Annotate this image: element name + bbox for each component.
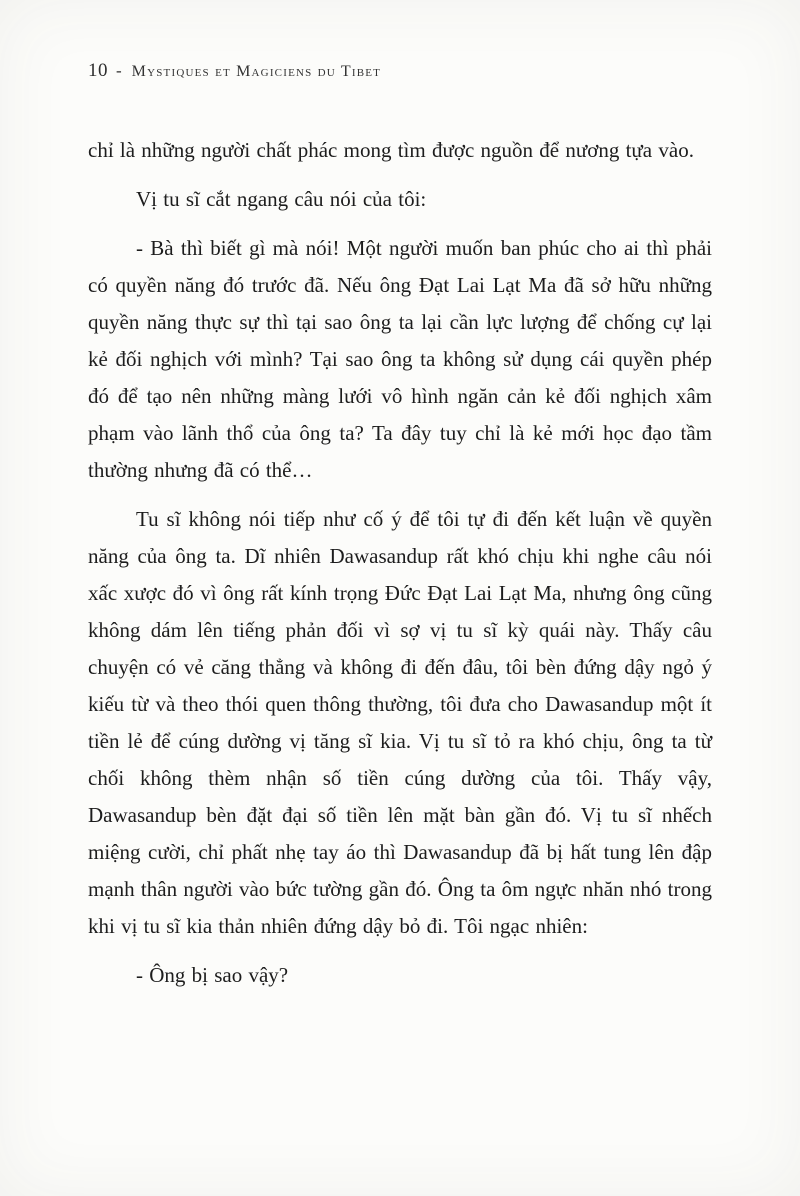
paragraph-dialogue: - Bà thì biết gì mà nói! Một người muốn ban phúc cho ai thì phải có quyền năng đó trước đã. Nếu ông Đạt Lai Lạt Ma đã sở hữu những quyền năng thực sự thì tại sao ông ta lại cần lực lượng để chống cự lại kẻ đối nghịch với mình? Tại sao ông ta không sử dụng cái quyền phép đó để tạo nên những màng lưới vô hình ngăn cản kẻ đối nghịch xâm phạm vào lãnh thổ của ông ta? Ta đây tuy chỉ là kẻ mới học đạo tầm thường nhưng đã có thể… (88, 236, 712, 482)
paragraph: Vị tu sĩ cắt ngang câu nói của tôi: (136, 187, 427, 211)
paragraph-dialogue: - Ông bị sao vậy? (136, 963, 289, 987)
book-title: Mystiques et Magiciens du Tibet (131, 63, 382, 80)
page-number: 10 (88, 60, 108, 81)
paragraph-continuation: chỉ là những người chất phác mong tìm được nguồn để nương tựa vào. (88, 138, 694, 162)
page-header (88, 60, 712, 82)
page-body (88, 132, 712, 994)
paragraph: Tu sĩ không nói tiếp như cố ý để tôi tự đi đến kết luận về quyền năng của ông ta. Dĩ nhiên Dawasandup rất khó chịu khi nghe câu nói xấc xược đó vì ông rất kính trọng Đức Đạt Lai Lạt Ma, nhưng ông cũng không dám lên tiếng phản đối vì sợ vị tu sĩ kỳ quái này. Thấy câu chuyện có vẻ căng thẳng và không đi đến đâu, tôi bèn đứng dậy ngỏ ý kiếu từ và theo thói quen thông thường, tôi đưa cho Dawasandup một ít tiền lẻ để cúng dường vị tăng sĩ kia. Vị tu sĩ tỏ ra khó chịu, ông ta từ chối không thèm nhận số tiền cúng dường của tôi. Thấy vậy, Dawasandup bèn đặt đại số tiền lên mặt bàn gần đó. Vị tu sĩ nhếch miệng cười, chỉ phất nhẹ tay áo thì Dawasandup đã bị hất tung lên đập mạnh thân người vào bức tường gần đó. Ông ta ôm ngực nhăn nhó trong khi vị tu sĩ kia thản nhiên đứng dậy bỏ đi. Tôi ngạc nhiên: (88, 507, 712, 938)
header-separator: - (116, 61, 122, 80)
